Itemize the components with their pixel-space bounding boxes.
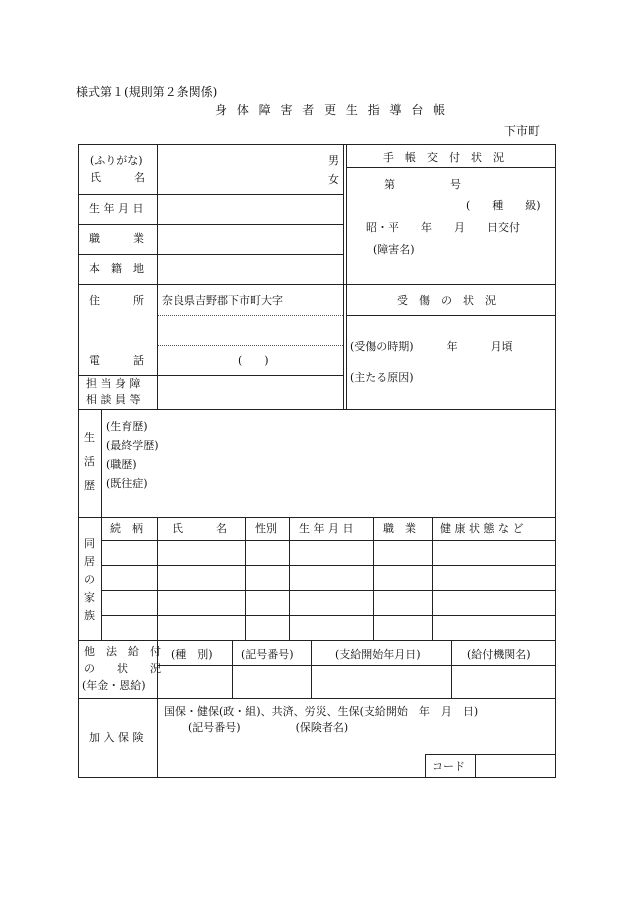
code-label: コード [432, 760, 465, 773]
insurance-types: 国保・健保(政・組)、共済、労災、生保(支給開始 年 月 日) [164, 705, 479, 718]
history-item-upbringing: (生育歴) [106, 420, 148, 433]
family-label-3: の [84, 573, 95, 586]
family-label-5: 族 [84, 609, 95, 622]
counselor-label-line1: 担 当 身 障 [86, 377, 141, 390]
family-col-birthdate: 生 年 月 日 [299, 522, 354, 535]
family-label-2: 居 [84, 555, 95, 568]
name-label: 氏 名 [90, 171, 145, 184]
town-name: 下市町 [504, 124, 541, 138]
family-col-occupation: 職 業 [383, 522, 416, 535]
disability-name: (障害名) [373, 243, 415, 256]
injury-time: (受傷の時期) 年 月頃 [350, 340, 513, 353]
issue-date: 昭・平 年 月 日交付 [366, 221, 520, 234]
occupation-label: 職 業 [89, 232, 144, 245]
phone-value: ( ) [238, 354, 269, 367]
female-option: 女 [328, 173, 339, 186]
life-history-label-3: 歴 [84, 479, 95, 492]
ledger-table [78, 144, 556, 778]
birthdate-label: 生 年 月 日 [89, 202, 144, 215]
benefits-label-line1: 他 法 給 付 [84, 645, 161, 658]
life-history-label-2: 活 [84, 455, 95, 468]
injury-header: 受 傷 の 状 況 [397, 294, 496, 307]
family-label-1: 同 [84, 537, 95, 550]
life-history-label-1: 生 [84, 431, 95, 444]
family-label-4: 家 [84, 591, 95, 604]
male-option: 男 [328, 154, 339, 167]
benefits-col-start: (支給開始年月日) [335, 648, 421, 661]
benefits-col-code: (記号番号) [241, 648, 294, 661]
handbook-header: 手 帳 交 付 状 況 [383, 151, 504, 164]
family-col-sex: 性別 [255, 522, 277, 535]
address-label: 住 所 [89, 294, 144, 307]
family-col-name: 氏 名 [172, 522, 227, 535]
insurance-label: 加 入 保 険 [89, 731, 144, 744]
benefits-col-type: (種 別) [171, 648, 213, 661]
benefits-col-agency: (給付機関名) [467, 648, 531, 661]
history-item-medical: (既往症) [106, 477, 148, 490]
handbook-grade: ( 種 級) [466, 199, 541, 212]
phone-label: 電 話 [89, 354, 144, 367]
furigana-label: (ふりがな) [90, 154, 143, 167]
counselor-label-line2: 相 談 員 等 [86, 393, 141, 406]
form-number: 様式第１(規則第２条関係) [76, 85, 218, 99]
family-col-health: 健 康 状 態 な ど [440, 522, 524, 535]
benefits-label-line3: (年金・恩給) [82, 679, 146, 692]
handbook-number: 第 号 [384, 178, 461, 191]
address-value: 奈良県吉野郡下市町大字 [162, 294, 283, 307]
domicile-label: 本 籍 地 [89, 262, 144, 275]
history-item-education: (最終学歴) [106, 439, 159, 452]
benefits-label-line2: の 状 況 [84, 662, 161, 675]
page-title: 身 体 障 害 者 更 生 指 導 台 帳 [215, 103, 449, 117]
family-col-relation: 続 柄 [110, 522, 143, 535]
history-item-work: (職歴) [106, 458, 137, 471]
injury-cause: (主たる原因) [350, 371, 414, 384]
insurance-details: (記号番号) (保険者名) [188, 721, 349, 734]
